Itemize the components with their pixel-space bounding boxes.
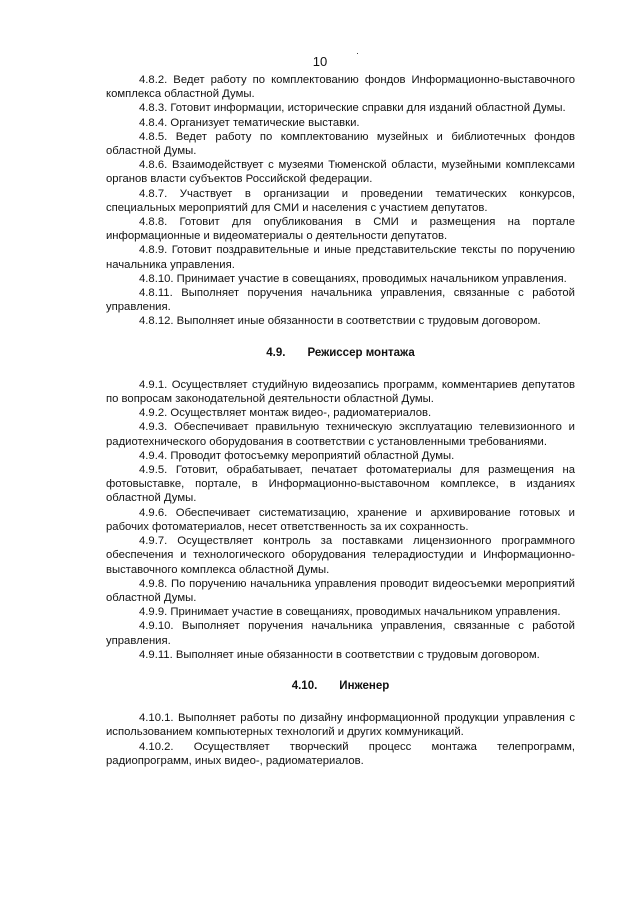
paragraph: 4.9.10. Выполняет поручения начальника управления, связанные с работой управления. bbox=[106, 620, 575, 647]
paragraph: 4.10.1. Выполняет работы по дизайну информационной продукции управления с использованием компьютерных технологий и других коммуникаций. bbox=[106, 712, 575, 739]
paragraph: 4.9.9. Принимает участие в совещаниях, проводимых начальником управления. bbox=[139, 606, 561, 619]
document-body bbox=[106, 73, 575, 768]
paragraph: 4.9.11. Выполняет иные обязанности в соответствии с трудовым договором. bbox=[139, 648, 540, 661]
paragraph: 4.8.10. Принимает участие в совещаниях, проводимых начальником управления. bbox=[139, 272, 567, 285]
paragraph: 4.8.6. Взаимодействует с музеями Тюменской области, музейными комплексами органов власти субъектов Российской федерации. bbox=[106, 159, 575, 186]
paragraph: 4.9.4. Проводит фотосъемку мероприятий областной Думы. bbox=[139, 449, 455, 462]
paragraph: 4.8.4. Организует тематические выставки. bbox=[139, 116, 360, 129]
paragraph: 4.9.2. Осуществляет монтаж видео-, радиоматериалов. bbox=[139, 407, 432, 420]
section-heading-title: Режиссер монтажа bbox=[307, 346, 415, 359]
paragraph: 4.9.8. По поручению начальника управления проводит видеосъемки мероприятий областной Думы. bbox=[106, 577, 575, 604]
section-heading-title: Инженер bbox=[339, 679, 390, 692]
paragraph: 4.8.3. Готовит информации, исторические справки для изданий областной Думы. bbox=[139, 102, 566, 115]
paragraph: 4.9.1. Осуществляет студийную видеозапись программ, комментариев депутатов по вопросам законодательной деятельности областной Думы. bbox=[106, 378, 575, 406]
paragraph: 4.8.11. Выполняет поручения начальника управления, связанные с работой управления. bbox=[106, 287, 575, 314]
paragraph: 4.8.5. Ведет работу по комплектованию музейных и библиотечных фондов областной Думы. bbox=[106, 130, 575, 158]
paragraph: 4.9.5. Готовит, обрабатывает, печатает фотоматериалы для размещения на фотовыставке, портале, в Информационно-выставочном комплексе, в изданиях областной Думы. bbox=[106, 464, 575, 505]
scan-mark: · bbox=[356, 48, 359, 58]
paragraph: 4.8.2. Ведет работу по комплектованию фондов Информационно-выставочного комплекса областной Думы. bbox=[106, 74, 575, 101]
paragraph: 4.8.12. Выполняет иные обязанности в соответствии с трудовым договором. bbox=[139, 315, 541, 328]
document-section bbox=[106, 73, 575, 329]
paragraph: 4.8.9. Готовит поздравительные и иные представительские тексты по поручению начальника управления. bbox=[106, 244, 575, 271]
section-heading bbox=[106, 679, 575, 693]
paragraph: 4.9.7. Осуществляет контроль за поставками лицензионного программного обеспечения и технологического оборудования телерадиостудии и Информационно-выставочного комплекса областной Думы. bbox=[106, 535, 575, 576]
document-section bbox=[106, 679, 575, 768]
paragraph: 4.8.7. Участвует в организации и проведении тематических конкурсов, специальных мероприятий для СМИ и населения с участием депутатов. bbox=[106, 187, 575, 214]
paragraph: 4.8.8. Готовит для опубликования в СМИ и размещения на портале информационные и видеоматериалы о деятельности депутатов. bbox=[106, 216, 575, 243]
document-section bbox=[106, 346, 575, 662]
paragraph: 4.9.6. Обеспечивает систематизацию, хранение и архивирование готовых и рабочих фотоматериалов, несет ответственность за их сохранность. bbox=[106, 506, 575, 533]
paragraph: 4.9.3. Обеспечивает правильную техническую эксплуатацию телевизионного и радиотехнического оборудования в соответствии с установленными требованиями. bbox=[106, 421, 575, 448]
paragraph: 4.10.2. Осуществляет творческий процесс монтажа телепрограмм, радиопрограмм, иных видео-, радиоматериалов. bbox=[106, 740, 575, 767]
section-heading bbox=[106, 346, 575, 360]
section-heading-number: 4.10. bbox=[291, 679, 318, 692]
section-heading-number: 4.9. bbox=[266, 346, 286, 359]
page-number: 10 bbox=[312, 54, 328, 69]
